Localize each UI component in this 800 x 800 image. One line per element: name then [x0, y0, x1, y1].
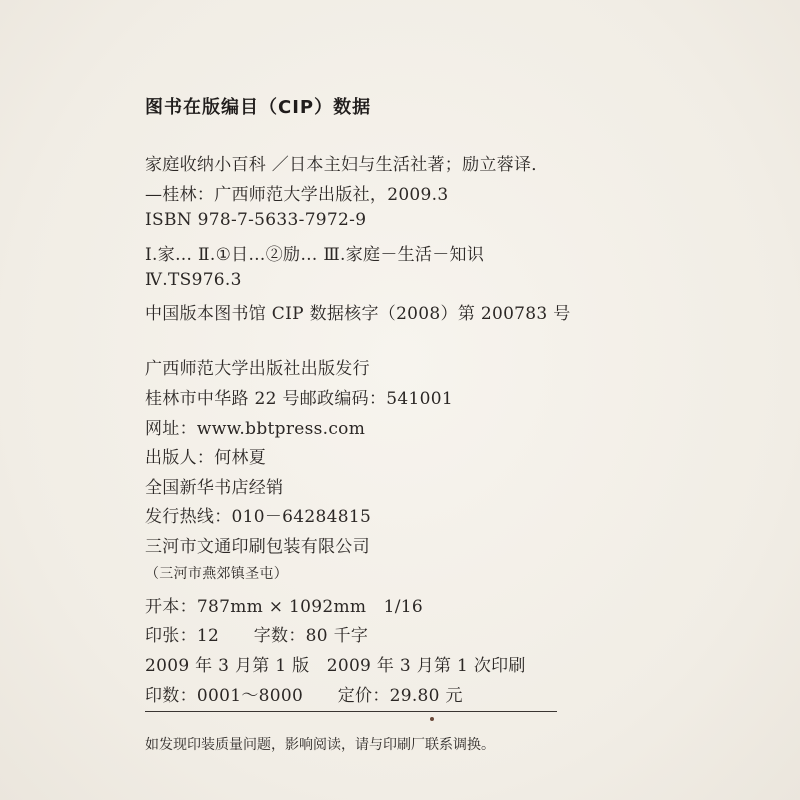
- publisher-address: 桂林市中华路 22 号邮政编码：541001: [145, 389, 453, 409]
- edition-and-printing: 2009 年 3 月第 1 版 2009 年 3 月第 1 次印刷: [145, 656, 526, 676]
- sales-hotline: 发行热线：010－64284815: [145, 507, 372, 527]
- divider-rule: [145, 711, 557, 712]
- cip-line-subject: Ⅰ.家… Ⅱ.①日…②励… Ⅲ.家庭－生活－知识: [145, 245, 485, 265]
- printer-name: 三河市文通印刷包装有限公司: [145, 537, 370, 557]
- ink-speck: [430, 717, 434, 721]
- distributor: 全国新华书店经销: [145, 478, 284, 498]
- format-size: 开本：787mm × 1092mm 1/16: [145, 597, 424, 617]
- cip-heading: 图书在版编目（CIP）数据: [145, 97, 372, 118]
- publisher-person: 出版人：何林夏: [145, 448, 267, 468]
- publisher-name: 广西师范大学出版社出版发行: [145, 359, 370, 379]
- printer-address: （三河市燕郊镇圣屯）: [145, 566, 288, 582]
- print-run-and-price: 印数：0001～8000 定价：29.80 元: [145, 686, 463, 706]
- cip-line-record-number: 中国版本图书馆 CIP 数据核字（2008）第 200783 号: [145, 304, 571, 324]
- cip-line-isbn: ISBN 978-7-5633-7972-9: [145, 210, 367, 230]
- cip-line-publisher: —桂林：广西师范大学出版社，2009.3: [145, 185, 449, 205]
- quality-notice: 如发现印装质量问题，影响阅读，请与印刷厂联系调换。: [145, 737, 495, 753]
- publisher-website: 网址：www.bbtpress.com: [145, 419, 366, 439]
- cip-line-title: 家庭收纳小百科 ／日本主妇与生活社著；励立蓉译．: [145, 155, 549, 175]
- cip-line-classification: Ⅳ.TS976.3: [145, 270, 242, 290]
- sheets-and-wordcount: 印张：12 字数：80 千字: [145, 626, 369, 646]
